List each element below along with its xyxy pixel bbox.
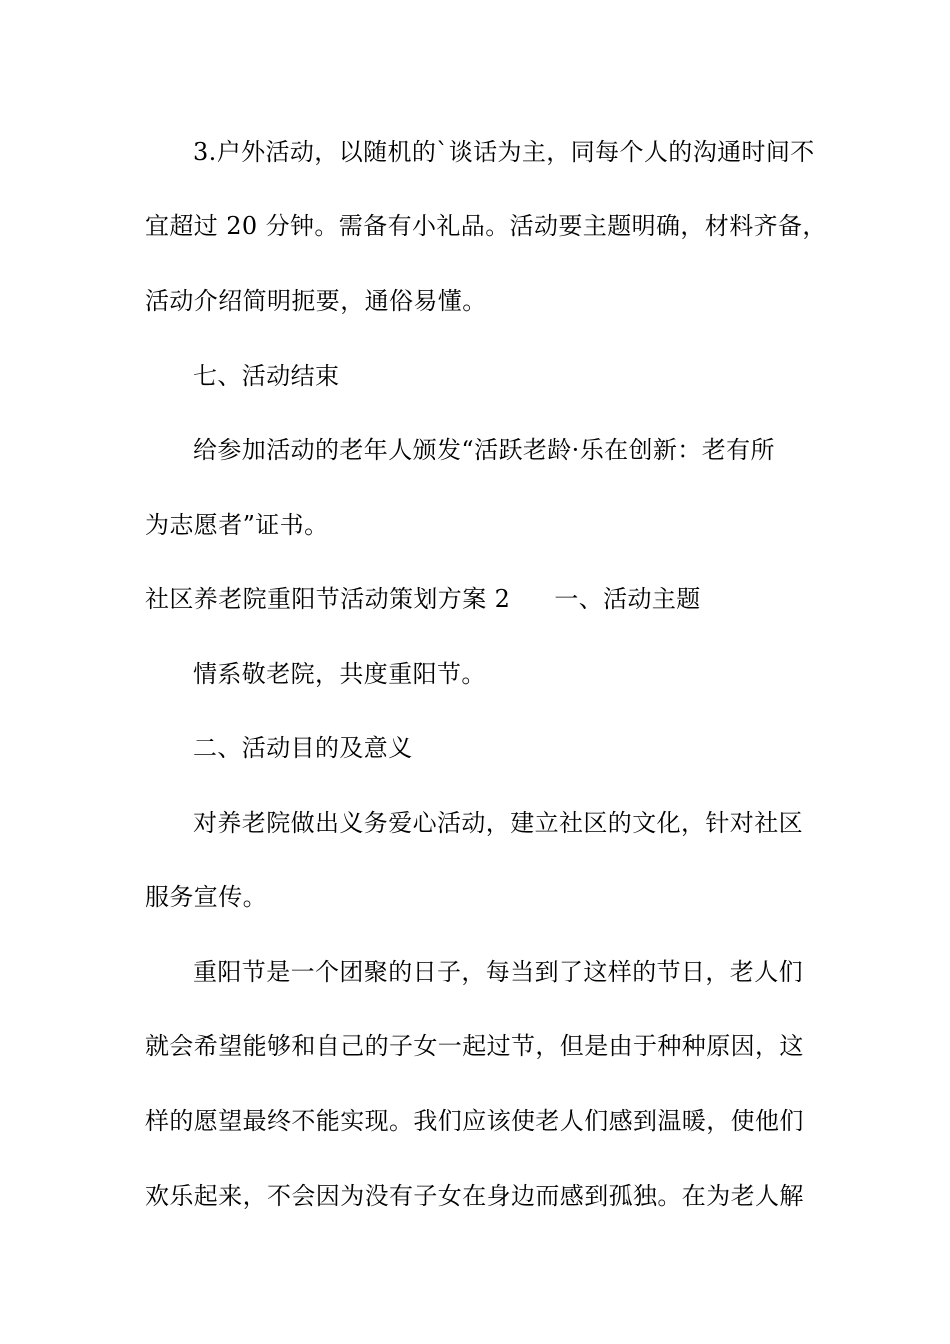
paragraph-line: 对养老院做出义务爱心活动，建立社区的文化，针对社区 <box>193 809 803 837</box>
section-heading: 一、活动主题 <box>554 585 701 613</box>
paragraph-line: 给参加活动的老年人颁发“活跃老龄·乐在创新：老有所 <box>193 436 775 464</box>
section-heading: 七、活动结束 <box>193 362 340 390</box>
paragraph-line: 样的愿望最终不能实现。我们应该使老人们感到温暖，使他们 <box>145 1107 804 1135</box>
paragraph-line: 活动介绍简明扼要，通俗易懂。 <box>145 287 487 315</box>
paragraph-line: 重阳节是一个团聚的日子，每当到了这样的节日，老人们 <box>193 958 803 986</box>
paragraph-line: 3.户外活动，以随机的`谈话为主，同每个人的沟通时间不 <box>193 138 815 166</box>
paragraph-line: 情系敬老院，共度重阳节。 <box>193 660 486 688</box>
document-title-line <box>145 583 701 615</box>
paragraph-line: 就会希望能够和自己的子女一起过节，但是由于种种原因，这 <box>145 1032 804 1060</box>
document-title: 社区养老院重阳节活动策划方案 2 <box>145 585 511 613</box>
paragraph-line: 为志愿者”证书。 <box>145 511 329 539</box>
paragraph-line: 宜超过 20 分钟。需备有小礼品。活动要主题明确，材料齐备， <box>145 212 827 240</box>
section-heading: 二、活动目的及意义 <box>193 734 413 762</box>
paragraph-line: 欢乐起来，不会因为没有子女在身边而感到孤独。在为老人解 <box>145 1182 804 1210</box>
paragraph-line: 服务宣传。 <box>145 883 267 911</box>
